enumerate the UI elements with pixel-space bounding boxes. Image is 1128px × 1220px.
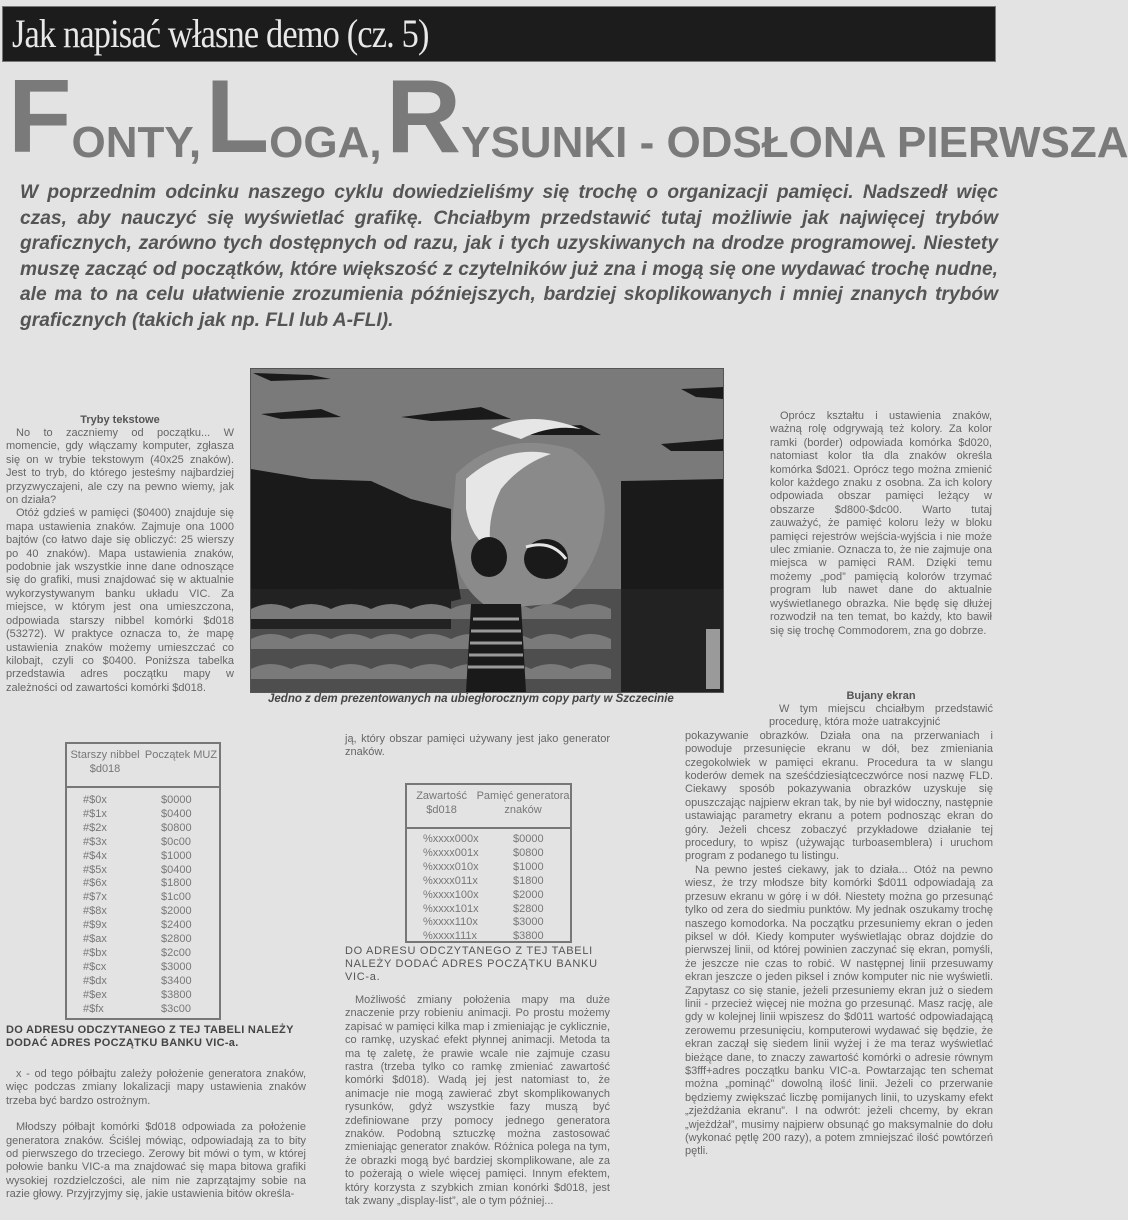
column-right-top [770, 410, 992, 638]
register-value-cell: %xxxx100x [423, 888, 479, 901]
paragraph: x - od tego półbajtu zależy położenie generatora znaków, więc podczas zmiany lokalizacji mapy ustawienia znaków trzeba być bardzo ostrożnym. [6, 1068, 306, 1107]
column-header: Początek MUZ [144, 749, 218, 761]
table-row [67, 1003, 219, 1017]
table-row [67, 975, 219, 989]
register-value-cell: #$8x [83, 905, 107, 918]
table-row [67, 822, 219, 836]
paragraph: Oprócz kształtu i ustawienia znaków, ważną rolę odgrywają też kolory. Za kolor ramki (border) odpowiada komórka $d020, natomiast kolor tła dla znaków określa komórka $d021. Oprócz tego można zmienić kolor każdego znaku z osobna. Za ich kolory odpowiada obszar pamięci leżący w obszarze $d800-$dc00. Warto tutaj zauważyć, że pamięć koloru leży w bloku pamięci rejestrów wejścia-wyjścia i nie może ulec zmianie. Oznacza to, że nie zajmuje ona miejsca w pamięci RAM. Dzięki temu możemy „pod” pamięcią kolorów trzymać program lub nawet dane do aktualnie wyświetlanego obrazka. Nie będę się dłużej rozwodził na ten temat, bo każdy, kto bawił się się trochę Commodorem, zna go dobrze. [770, 410, 992, 637]
address-cell: $0400 [161, 807, 192, 820]
address-cell: $3000 [513, 916, 544, 929]
register-value-cell: %xxxx011x [423, 874, 478, 887]
address-cell: $2400 [161, 919, 192, 932]
table-charset-addresses [405, 783, 572, 943]
address-cell: $2c00 [161, 946, 191, 959]
address-cell: $0000 [161, 794, 192, 806]
table-body [407, 829, 570, 944]
headline-rest: YSUNKI - ODSŁONA PIERWSZA [461, 118, 1128, 167]
address-cell: $0c00 [161, 835, 191, 848]
register-value-cell: %xxxx000x [423, 833, 479, 845]
address-cell: $0000 [513, 833, 544, 845]
headline-part [8, 59, 202, 175]
headline-initial: F [8, 59, 72, 175]
table-row [67, 905, 219, 919]
address-cell: $3400 [161, 974, 192, 987]
register-value-cell: %xxxx110x [423, 916, 478, 929]
table-row [407, 833, 570, 847]
demo-skull-image [251, 369, 723, 692]
headline-initial: L [205, 59, 270, 175]
table-row [67, 989, 219, 1003]
table-row [67, 933, 219, 947]
paragraph-intro-wrapped [685, 703, 993, 730]
address-cell: $1c00 [161, 891, 191, 904]
register-value-cell: %xxxx101x [423, 902, 479, 915]
column-header: Starszy nibbel $d018 [70, 749, 140, 775]
table-row [67, 919, 219, 933]
paragraph: No to zaczniemy od początku... W momencie, gdy włączamy komputer, zgłasza się on w trybie tekstowym (40x25 znaków). Jest to tryb, do którego jesteśmy najbardziej przyzwyczajeni, ale czy na pewno wiemy, jak on działa? [6, 427, 234, 507]
address-cell: $0800 [161, 821, 192, 834]
headline-rest: OGA, [269, 118, 382, 167]
table-row [407, 889, 570, 903]
register-value-cell: #$0x [83, 794, 107, 806]
address-cell: $1800 [513, 874, 544, 887]
table-row [67, 864, 219, 878]
table-body [67, 788, 219, 1017]
address-cell: $3800 [513, 930, 544, 943]
register-value-cell: #$bx [83, 946, 107, 959]
series-title: Jak napisać własne demo (cz. 5) [12, 11, 429, 56]
column-middle-bottom [345, 994, 610, 1209]
table-row [67, 836, 219, 850]
address-cell: $3800 [161, 988, 192, 1001]
address-cell: $2800 [513, 902, 544, 915]
figure-caption: Jedno z dem prezentowanych na ubiegłorocznym copy party w Szczecinie [268, 693, 674, 705]
table-row [67, 808, 219, 822]
address-cell: $1800 [161, 877, 192, 890]
column-header: Pamięć generatora znaków [476, 790, 570, 816]
address-cell: $0800 [513, 846, 544, 859]
register-value-cell: %xxxx001x [423, 846, 479, 859]
section-heading: Tryby tekstowe [80, 414, 160, 426]
table-row [67, 947, 219, 961]
headline-initial: R [386, 59, 462, 175]
paragraph: ją, który obszar pamięci używany jest jako generator znaków. [345, 733, 610, 759]
register-value-cell: #$ex [83, 988, 107, 1001]
table-row [67, 794, 219, 808]
paragraph: pokazywanie obrazków. Działa ona na przerwaniach i powoduje przesunięcie ekranu w dół, bez zmieniania czegokolwiek w pamięci ekranu. Procedura ta w slangu koderów demek na sześćdziesiątceczwórce nosi nazwę FLD. Ciekawy sposób pokazywania obrazków uzyskuje się opuszczając najpierw ekran tak, by nie był widoczny, następnie ustawiając parametry ekranu a potem podnosząc ekran do góry. Jeżeli chcesz zobaczyć przykładowe działanie tej procedury, to wpisz (używając turboasemblera) i uruchom program z podanego tu listingu. [685, 729, 993, 863]
paragraph: Otóż gdzieś w pamięci ($0400) znajduje się mapa ustawienia znaków. Zajmuje ona 1000 bajtów (co łatwo daje się obliczyć: 25 wierszy po 40 znaków). Mapa ustawienia znaków, podobnie jak wszystkie inne dane odnoszące się do grafiki, musi znajdować się w aktualnie wykorzystywanym banku układu VIC. Za miejsce, w którym jest ona umieszczona, odpowiada starszy nibbel komórki $d018 (53272). W praktyce oznacza to, że mapę ustawienia znaków możemy umieszczać co kilobajt, czyli co $0400. Poniższa tabelka przedstawia adres początku mapy w zależności od zawartości komórki $d018. [6, 507, 234, 694]
table-row [67, 891, 219, 905]
register-value-cell: #$cx [83, 960, 107, 973]
column-middle-top [345, 733, 610, 760]
table-header [67, 744, 219, 788]
register-value-cell: #$9x [83, 919, 107, 932]
column-right-bottom [685, 703, 993, 1159]
register-value-cell: #$4x [83, 849, 107, 862]
table-screen-map-addresses [65, 742, 221, 1020]
address-cell: $2000 [161, 905, 192, 918]
register-value-cell: #$6x [83, 877, 107, 890]
headline-part [205, 59, 382, 175]
table-row [407, 903, 570, 917]
table-row [67, 877, 219, 891]
paragraph: Młodszy półbajt komórki $d018 odpowiada za położenie generatora znaków. Ściślej mówiąc, odpowiadają za to bity od pierwszego do trzeciego. Zerowy bit mówi o tym, w której połowie banku VIC-a ma znajdować się mapa bitowa grafiki wysokiej rozdzielczości, ale nim nie zaprzątajmy sobie na razie głowy. Przyjrzyjmy się, jakie ustawienia bitów określa- [6, 1121, 306, 1201]
register-value-cell: #$fx [83, 1002, 104, 1015]
column-left-bottom [6, 1068, 306, 1202]
table-row [407, 847, 570, 861]
paragraph: Możliwość zmiany położenia mapy ma duże znaczenie przy robieniu animacji. Po prostu możemy zapisać w pamięci kilka map i zmieniając je cyklicznie, co ramkę, uzyskać efekt płynnej animacji. Metoda ta ma tę zaletę, że prawie wcale nie zajmuje czasu rastra (trzeba tylko co ramkę zmieniać zawartość komórki $d018). Wadą jej jest natomiast to, że animacje nie mogą zawierać zbyt skomplikowanych rysunków, gdyż wszystkie fazy muszą być zdefiniowane przy pomocy jednego generatora znaków. Podobną sztuczkę można zastosować zmieniając generator znaków. Różnica polega na tym, że obrazki mogą być bardziej skomplikowane, ale za to pożerają o wiele więcej pamięci. Innym efektem, który korzysta z szybkich zmian konórki $d018, jest tak zwany „display-list”, ale o tym później... [345, 994, 610, 1208]
table-row [407, 916, 570, 930]
table-row [67, 961, 219, 975]
section-heading: Bujany ekran [846, 690, 916, 702]
register-value-cell: #$3x [83, 835, 107, 848]
address-cell: $1000 [513, 860, 544, 873]
paragraph: Na pewno jesteś ciekawy, jak to działa... Otóż na pewno wiesz, że trzy młodsze bity komórki $d011 odpowiadają za przesuw ekranu w górę i w dół. Niestety można go przesunąć tylko od zera do siedmiu punktów. My jednak oszukamy trochę naszego komodorka. Na początku przesuniemy ekran o jeden piksel w dół. Kiedy komputer wyświetlając obraz dojdzie do pierwszej linii, od której powinien zaczynać się ekran, pomyśli, że jeszcze nie czas to robić. W następnej linii przesuwamy ekran jeszcze o jeden piksel i znów komputer nic nie wyświetli. Zapytasz co się stanie, jeżeli przesuniemy ekran już o siedem linii - przecież więcej nie można go przesunąć. Masz rację, ale gdy w kolejnej linii wpiszesz do $d011 wartość odpowiadającą zerowemu przesunięciu, komputerowi wydawać się będzie, że ekran zaczął się siedem linii wyżej i że ma teraz wyświetlać bieżące dane, to znaczy zawartość komórki o adresie równym $3fff+adres początku banku VIC-a. Powtarzając ten schemat można „pominąć” dowolną ilość linii. Jeżeli co przerwanie będziemy zwiększać liczbę pomijanych linii, to uzyskamy efekt „zjeżdżania ekranu”. I na odwrót: jeżeli chcemy, by ekran „wjeżdżał”, musimy najpierw obsunąć go maksymalnie do dołu (wykonać pętlę 200 razy), a potem zmniejszać ilość powtórzeń pętli. [685, 863, 993, 1158]
register-value-cell: #$2x [83, 821, 107, 834]
address-cell: $1000 [161, 849, 192, 862]
register-value-cell: %xxxx111x [423, 930, 478, 943]
table-row [67, 850, 219, 864]
column-header: Zawartość $d018 [416, 790, 467, 816]
table-row [407, 930, 570, 944]
table-note: DO ADRESU ODCZYTANEGO Z TEJ TABELI NALEŻY DODAĆ ADRES POCZĄTKU BANKU VIC-a. [345, 945, 598, 983]
address-cell: $3c00 [161, 1002, 191, 1015]
table-note: DO ADRESU ODCZYTANEGO Z TEJ TABELI NALEŻY DODAĆ ADRES POCZĄTKU BANKU VIC-a. [6, 1024, 294, 1049]
register-value-cell: #$7x [83, 891, 107, 904]
register-value-cell: #$1x [83, 807, 107, 820]
headline-part [386, 59, 1128, 175]
lead-paragraph: W poprzednim odcinku naszego cyklu dowiedzieliśmy się trochę o organizacji pamięci. Nadszedł więc czas, aby nauczyć się wyświetlać grafikę. Chciałbym przedstawić tutaj możliwie jak najwięcej trybów graficznych, zarówno tych dostępnych od razu, jak i tych uzyskiwanych na drodze programowej. Niestety muszę zacząć od początków, które większość z czytelników już zna i mogą się one wydawać trochę nudne, ale ma to na celu ułatwienie zrozumienia późniejszych, bardziej skoplikowanych i mniej znanych trybów graficznych (takich jak np. FLI lub A-FLI). [20, 182, 998, 331]
article-headline [8, 59, 1128, 175]
paragraph: W tym miejscu chciałbym przedstawić procedurę, która może uatrakcyjnić [769, 703, 993, 729]
headline-rest: ONTY, [71, 118, 202, 167]
register-value-cell: #$ax [83, 933, 107, 946]
demo-screenshot-figure [250, 368, 724, 693]
column-left-top [6, 414, 234, 695]
address-cell: $2000 [513, 888, 544, 901]
register-value-cell: %xxxx010x [423, 860, 479, 873]
table-header [407, 785, 570, 829]
address-cell: $3000 [161, 960, 192, 973]
table-row [407, 861, 570, 875]
address-cell: $2800 [161, 933, 192, 946]
register-value-cell: #$dx [83, 974, 107, 987]
table-row [407, 875, 570, 889]
register-value-cell: #$5x [83, 863, 107, 876]
address-cell: $0400 [161, 863, 192, 876]
